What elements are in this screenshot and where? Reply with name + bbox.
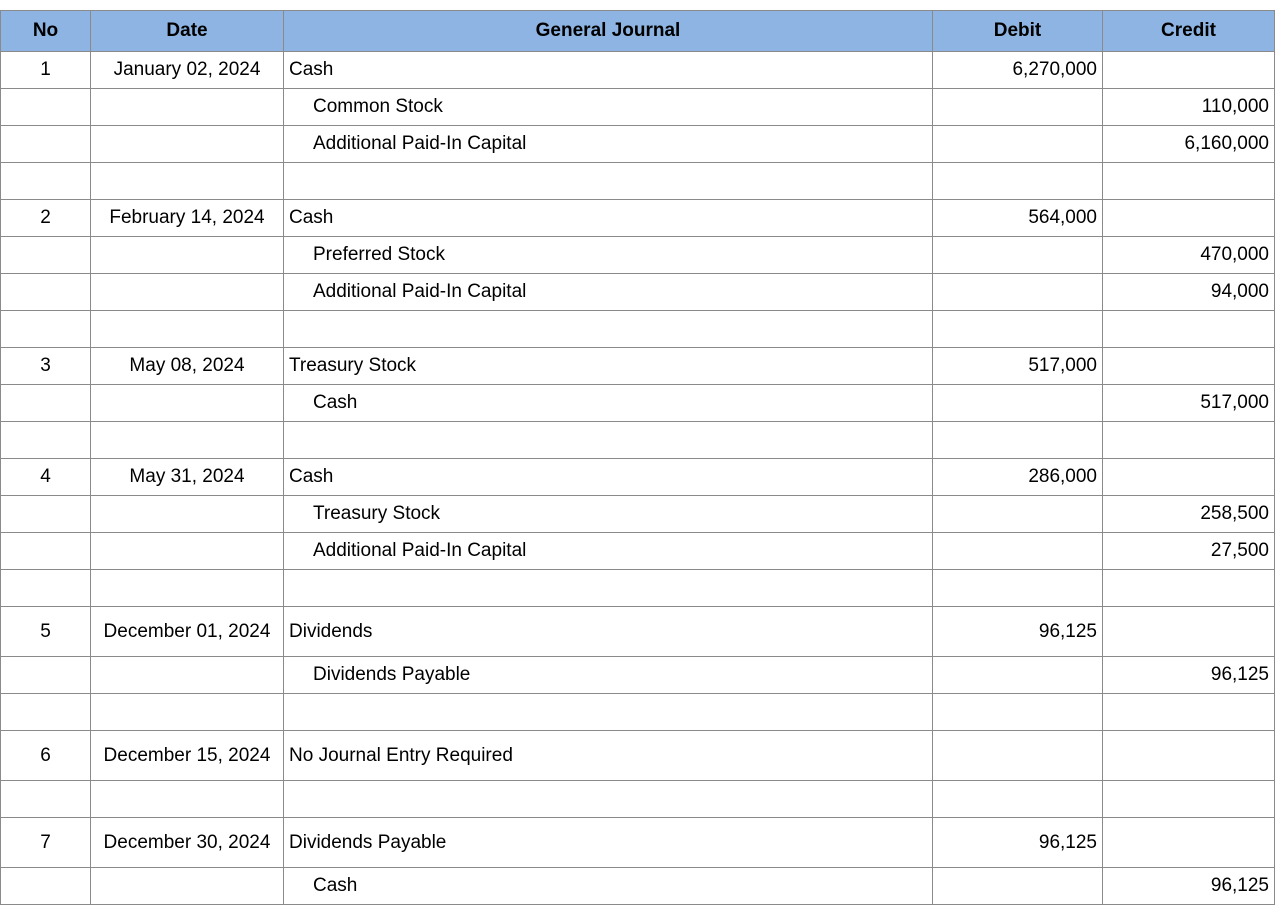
credit-amount: 470,000 <box>1103 237 1275 274</box>
entry-date: May 31, 2024 <box>91 459 284 496</box>
table-row <box>1 533 1275 570</box>
table-row <box>1 570 1275 607</box>
entry-number: 1 <box>1 52 91 89</box>
credit-amount <box>1103 311 1275 348</box>
account-name: Dividends Payable <box>284 818 933 868</box>
debit-amount <box>933 868 1103 905</box>
account-name: Dividends <box>284 607 933 657</box>
entry-number: 2 <box>1 200 91 237</box>
debit-amount: 564,000 <box>933 200 1103 237</box>
credit-amount <box>1103 607 1275 657</box>
entry-date <box>91 422 284 459</box>
credit-amount <box>1103 731 1275 781</box>
table-row <box>1 496 1275 533</box>
account-name: Dividends Payable <box>284 657 933 694</box>
entry-date <box>91 89 284 126</box>
account-name <box>284 311 933 348</box>
entry-number <box>1 496 91 533</box>
entry-number <box>1 126 91 163</box>
entry-date <box>91 274 284 311</box>
credit-amount <box>1103 348 1275 385</box>
account-name: Treasury Stock <box>284 348 933 385</box>
header-debit: Debit <box>933 11 1103 52</box>
debit-amount: 286,000 <box>933 459 1103 496</box>
table-row <box>1 274 1275 311</box>
account-name: Additional Paid-In Capital <box>284 126 933 163</box>
credit-amount <box>1103 163 1275 200</box>
entry-number <box>1 657 91 694</box>
credit-amount: 258,500 <box>1103 496 1275 533</box>
account-name: Additional Paid-In Capital <box>284 533 933 570</box>
table-row <box>1 781 1275 818</box>
entry-date <box>91 570 284 607</box>
table-row <box>1 237 1275 274</box>
credit-amount: 94,000 <box>1103 274 1275 311</box>
account-name <box>284 694 933 731</box>
credit-amount <box>1103 570 1275 607</box>
table-row <box>1 607 1275 657</box>
entry-date: December 30, 2024 <box>91 818 284 868</box>
entry-date <box>91 868 284 905</box>
account-name <box>284 422 933 459</box>
account-name <box>284 781 933 818</box>
header-general-journal: General Journal <box>284 11 933 52</box>
debit-amount <box>933 126 1103 163</box>
debit-amount <box>933 89 1103 126</box>
account-name: Preferred Stock <box>284 237 933 274</box>
header-no: No <box>1 11 91 52</box>
entry-number <box>1 163 91 200</box>
entry-date <box>91 533 284 570</box>
table-row <box>1 818 1275 868</box>
header-row <box>1 11 1275 52</box>
table-row <box>1 459 1275 496</box>
entry-date <box>91 385 284 422</box>
credit-amount <box>1103 694 1275 731</box>
debit-amount <box>933 694 1103 731</box>
debit-amount <box>933 731 1103 781</box>
account-name: Additional Paid-In Capital <box>284 274 933 311</box>
entry-date <box>91 163 284 200</box>
entry-date <box>91 781 284 818</box>
credit-amount: 96,125 <box>1103 868 1275 905</box>
entry-number: 5 <box>1 607 91 657</box>
debit-amount <box>933 385 1103 422</box>
header-credit: Credit <box>1103 11 1275 52</box>
table-row <box>1 731 1275 781</box>
debit-amount: 96,125 <box>933 818 1103 868</box>
entry-number <box>1 385 91 422</box>
credit-amount: 6,160,000 <box>1103 126 1275 163</box>
table-row <box>1 868 1275 905</box>
entry-date <box>91 694 284 731</box>
debit-amount: 6,270,000 <box>933 52 1103 89</box>
entry-date: February 14, 2024 <box>91 200 284 237</box>
credit-amount <box>1103 422 1275 459</box>
account-name <box>284 570 933 607</box>
entry-date <box>91 126 284 163</box>
debit-amount <box>933 237 1103 274</box>
entry-date <box>91 311 284 348</box>
credit-amount <box>1103 781 1275 818</box>
table-row <box>1 694 1275 731</box>
debit-amount <box>933 570 1103 607</box>
debit-amount <box>933 657 1103 694</box>
table-row <box>1 163 1275 200</box>
debit-amount <box>933 163 1103 200</box>
debit-amount <box>933 496 1103 533</box>
account-name: No Journal Entry Required <box>284 731 933 781</box>
debit-amount <box>933 533 1103 570</box>
table-row <box>1 126 1275 163</box>
entry-date <box>91 657 284 694</box>
table-row <box>1 200 1275 237</box>
entry-number <box>1 868 91 905</box>
account-name: Cash <box>284 200 933 237</box>
entry-number <box>1 781 91 818</box>
entry-date: December 01, 2024 <box>91 607 284 657</box>
entry-number: 3 <box>1 348 91 385</box>
debit-amount <box>933 422 1103 459</box>
debit-amount <box>933 274 1103 311</box>
header-date: Date <box>91 11 284 52</box>
credit-amount <box>1103 52 1275 89</box>
entry-date: January 02, 2024 <box>91 52 284 89</box>
entry-number <box>1 311 91 348</box>
debit-amount: 96,125 <box>933 607 1103 657</box>
entry-number <box>1 694 91 731</box>
entry-number <box>1 570 91 607</box>
debit-amount <box>933 781 1103 818</box>
entry-number <box>1 274 91 311</box>
credit-amount <box>1103 818 1275 868</box>
credit-amount: 517,000 <box>1103 385 1275 422</box>
entry-number: 6 <box>1 731 91 781</box>
debit-amount <box>933 311 1103 348</box>
entry-number: 7 <box>1 818 91 868</box>
entry-date <box>91 237 284 274</box>
entry-number <box>1 422 91 459</box>
entry-number: 4 <box>1 459 91 496</box>
credit-amount <box>1103 459 1275 496</box>
credit-amount: 110,000 <box>1103 89 1275 126</box>
account-name: Cash <box>284 52 933 89</box>
entry-number <box>1 533 91 570</box>
credit-amount: 96,125 <box>1103 657 1275 694</box>
entry-number <box>1 237 91 274</box>
table-row <box>1 657 1275 694</box>
table-row <box>1 52 1275 89</box>
entry-date <box>91 496 284 533</box>
journal-table <box>0 10 1275 905</box>
debit-amount: 517,000 <box>933 348 1103 385</box>
credit-amount <box>1103 200 1275 237</box>
account-name <box>284 163 933 200</box>
account-name: Common Stock <box>284 89 933 126</box>
table-row <box>1 89 1275 126</box>
account-name: Cash <box>284 385 933 422</box>
table-row <box>1 385 1275 422</box>
table-row <box>1 311 1275 348</box>
entry-date: December 15, 2024 <box>91 731 284 781</box>
table-row <box>1 348 1275 385</box>
credit-amount: 27,500 <box>1103 533 1275 570</box>
account-name: Cash <box>284 459 933 496</box>
table-row <box>1 422 1275 459</box>
account-name: Cash <box>284 868 933 905</box>
entry-number <box>1 89 91 126</box>
account-name: Treasury Stock <box>284 496 933 533</box>
entry-date: May 08, 2024 <box>91 348 284 385</box>
